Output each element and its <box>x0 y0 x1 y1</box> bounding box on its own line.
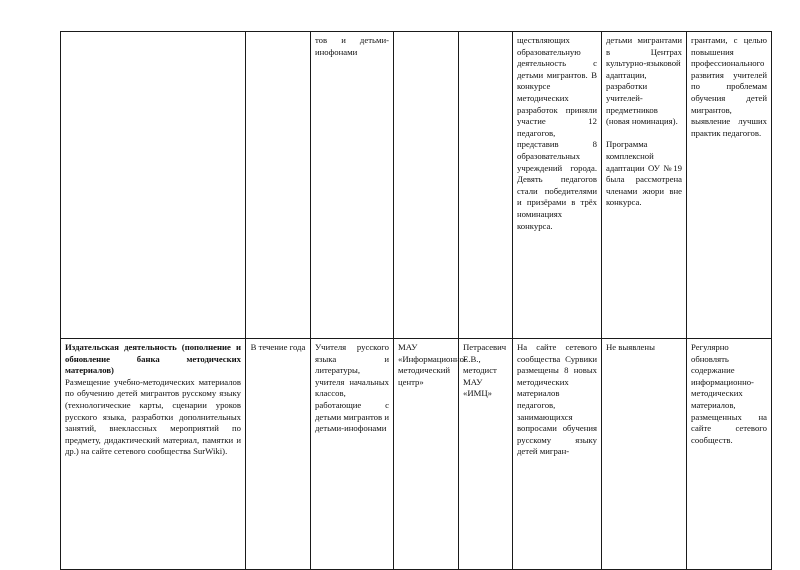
cell-text: Не выявлены <box>606 342 655 352</box>
cell-text: Учителя русского языка и литературы, учителя начальных классов, работающие с детьми мигрантов и детьми-инофонами <box>315 342 389 434</box>
cell-text: детьми мигрантами в Центрах культурно-языковой адаптации, разработки учителей-предметников (новая номинация). <box>606 35 682 127</box>
cell-text: грантами, с целью повышения профессионального развития учителей по проблемам обучения детей мигрантов, выявление лучших практик педагогов. <box>691 35 767 138</box>
cell-responsible-continued <box>459 32 513 339</box>
cell-responsible-publishing <box>459 339 513 570</box>
cell-text: В течение года <box>250 342 306 352</box>
activity-report-table <box>60 31 772 570</box>
cell-text: Регулярно обновлять содержание информационно-методических материалов, размещенных на сайте сетевого сообществ. <box>691 342 767 445</box>
cell-organizer-continued <box>394 32 459 339</box>
cell-organizer-publishing <box>394 339 467 570</box>
cell-result-publishing <box>513 339 602 570</box>
cell-text: ществляющих образовательную деятельность с детьми мигрантов. В конкурсе методических разработок приняли участие 12 педагогов, представив 8 образовательных учреждений города. Девять педагогов стали победителями и призёрами в трёх номинациях конкурса. <box>517 35 597 231</box>
cell-participants-publishing <box>311 339 394 570</box>
cell-notes-continued <box>602 32 687 339</box>
cell-timeframe-continued <box>246 32 311 339</box>
cell-activity-publishing <box>61 339 246 570</box>
table-row <box>61 339 772 570</box>
cell-activity-continued <box>61 32 246 339</box>
cell-text: Петрасевич Е.В., методист МАУ «ИМЦ» <box>463 342 507 399</box>
activity-title: Издательская деятельность (пополнение и обновление банка методических материалов) <box>65 342 241 376</box>
cell-participants-continued <box>311 32 394 339</box>
cell-text: На сайте сетевого сообщества Сурвики размещены 8 новых методических материалов педагогов, занимающихся вопросами обучения русскому языку детей мигран- <box>517 342 597 457</box>
cell-timeframe-publishing <box>246 339 311 570</box>
cell-text-secondary: Программа комплексной адаптации ОУ №19 была рассмотрена членами жюри вне конкурса. <box>606 139 682 208</box>
cell-conclusion-continued <box>687 32 772 339</box>
cell-result-continued <box>513 32 602 339</box>
cell-text: тов и детьми-инофонами <box>315 35 389 57</box>
table-row <box>61 32 772 339</box>
activity-description: Размещение учебно-методических материалов по обучению детей мигрантов русскому языку (технологические карты, сценарии уроков русского языка, разработки дополнительных занятий, внеклассных мероприятий по предмету, дидактический материал, памятки и др.) на сайте сетевого сообщества SurWiki). <box>65 376 241 457</box>
cell-conclusion-publishing <box>687 339 772 570</box>
cell-notes-publishing <box>602 339 687 570</box>
cell-text: МАУ «Информационно-методический центр» <box>398 342 467 387</box>
